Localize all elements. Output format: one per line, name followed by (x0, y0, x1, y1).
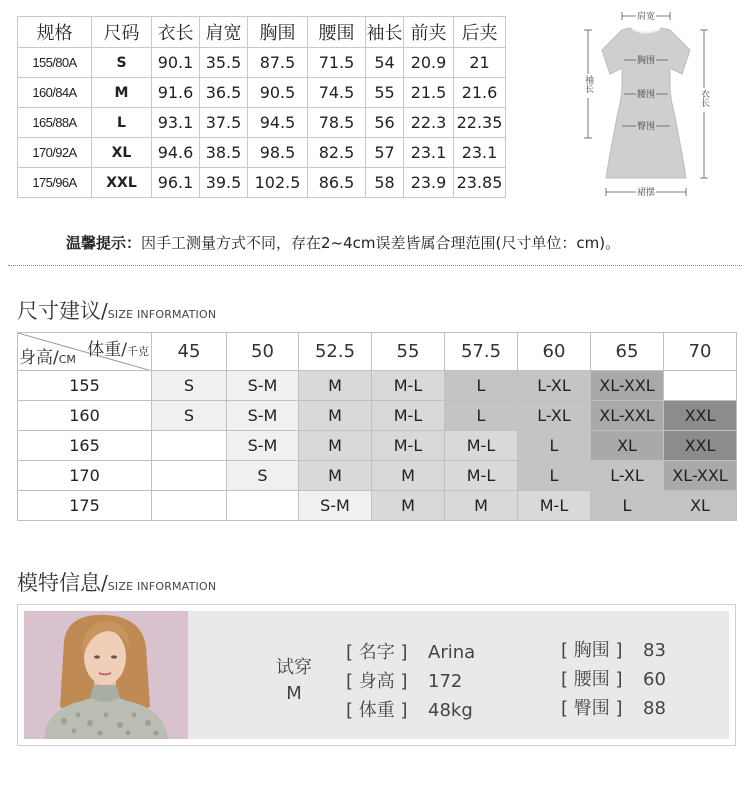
info-value: 48kg (428, 700, 473, 721)
size-cell: M-L (372, 401, 445, 431)
info-value: 172 (428, 671, 463, 692)
table-row (18, 138, 506, 168)
height-cell: 170 (18, 461, 152, 491)
info-label: [ 名字 ] (346, 642, 408, 663)
table-cell: 37.5 (200, 108, 248, 138)
model-info-title (17, 567, 216, 597)
size-cell: M (299, 461, 372, 491)
try-on-label: 试穿 (276, 657, 312, 678)
table-cell: 165/88A (18, 108, 92, 138)
table-cell: 57 (366, 138, 404, 168)
height-axis-label: 身高/CM (19, 348, 76, 368)
length-label: 衣长 (699, 89, 709, 107)
size-cell: L (518, 431, 591, 461)
info-value: 83 (643, 640, 666, 661)
table-row (18, 491, 737, 521)
weight-header: 55 (372, 333, 445, 371)
model-chest-row (561, 636, 666, 662)
section-title-en: SIZE INFORMATION (107, 580, 217, 593)
table-cell: 22.35 (454, 108, 506, 138)
weight-header: 50 (227, 333, 299, 371)
model-name-row (346, 638, 475, 664)
section-title-slash: / (101, 299, 108, 323)
table-cell: 87.5 (248, 48, 308, 78)
try-on-size (272, 655, 316, 707)
size-cell: XXL (664, 431, 737, 461)
header-cell: 袖长 (366, 17, 404, 48)
table-cell: 175/96A (18, 168, 92, 198)
table-row (18, 48, 506, 78)
size-cell: M (299, 401, 372, 431)
table-cell: 91.6 (152, 78, 200, 108)
size-table-header-row (18, 17, 506, 48)
size-cell: L-XL (518, 401, 591, 431)
table-cell: 54 (366, 48, 404, 78)
size-cell: S-M (299, 491, 372, 521)
table-cell: 90.5 (248, 78, 308, 108)
info-value: Arina (428, 642, 476, 663)
size-cell: M-L (372, 431, 445, 461)
weight-header-row (18, 333, 737, 371)
weight-header: 70 (664, 333, 737, 371)
info-value: 88 (643, 698, 666, 719)
table-row (18, 108, 506, 138)
sleeve-label: 袖长 (583, 75, 593, 93)
table-cell: 23.1 (454, 138, 506, 168)
tip-label: 温馨提示： (66, 234, 142, 252)
size-suggestion-title (17, 295, 216, 325)
size-cell: L-XL (591, 461, 664, 491)
size-cell: M (299, 431, 372, 461)
info-value: 60 (643, 669, 666, 690)
size-recommendation-table (17, 332, 737, 521)
height-cell: 175 (18, 491, 152, 521)
table-cell: 74.5 (308, 78, 366, 108)
size-cell: M-L (445, 461, 518, 491)
table-cell: 102.5 (248, 168, 308, 198)
header-cell: 胸围 (248, 17, 308, 48)
weight-axis-label: 体重/千克 (87, 340, 149, 360)
table-cell: XL (92, 138, 152, 168)
model-hip-row (561, 694, 666, 720)
table-cell: 155/80A (18, 48, 92, 78)
table-cell: 20.9 (404, 48, 454, 78)
table-cell: 22.3 (404, 108, 454, 138)
table-cell: 94.5 (248, 108, 308, 138)
size-cell: L (591, 491, 664, 521)
info-label: [ 胸围 ] (561, 640, 623, 661)
size-cell: M-L (518, 491, 591, 521)
size-cell: XXL (664, 401, 737, 431)
size-cell: XL-XXL (591, 371, 664, 401)
header-cell: 腰围 (308, 17, 366, 48)
table-cell: 38.5 (200, 138, 248, 168)
header-cell: 尺码 (92, 17, 152, 48)
waist-label: 腰围 (636, 90, 656, 100)
size-cell: S-M (227, 401, 299, 431)
table-row (18, 431, 737, 461)
size-cell: L (518, 461, 591, 491)
table-cell: 86.5 (308, 168, 366, 198)
size-cell: L-XL (518, 371, 591, 401)
corner-header (18, 333, 152, 371)
model-waist-row (561, 665, 666, 691)
table-cell: 78.5 (308, 108, 366, 138)
table-cell: XXL (92, 168, 152, 198)
size-cell: M (299, 371, 372, 401)
size-cell: XL (591, 431, 664, 461)
height-cell: 165 (18, 431, 152, 461)
table-cell: 170/92A (18, 138, 92, 168)
table-cell: S (92, 48, 152, 78)
table-cell: 82.5 (308, 138, 366, 168)
size-cell (152, 461, 227, 491)
table-cell: 55 (366, 78, 404, 108)
size-cell: XL-XXL (664, 461, 737, 491)
table-cell: M (92, 78, 152, 108)
size-cell (227, 491, 299, 521)
weight-header: 52.5 (299, 333, 372, 371)
size-cell (152, 431, 227, 461)
height-cell: 160 (18, 401, 152, 431)
size-cell: L (445, 401, 518, 431)
size-cell: S-M (227, 371, 299, 401)
table-cell: 23.85 (454, 168, 506, 198)
table-cell: 94.6 (152, 138, 200, 168)
table-cell: 71.5 (308, 48, 366, 78)
table-cell: 160/84A (18, 78, 92, 108)
table-cell: 36.5 (200, 78, 248, 108)
table-row (18, 461, 737, 491)
section-title-cn: 尺寸建议 (17, 299, 101, 323)
size-cell: M (372, 461, 445, 491)
measurement-tip (66, 232, 620, 253)
size-cell: S-M (227, 431, 299, 461)
table-cell: 39.5 (200, 168, 248, 198)
table-cell: 56 (366, 108, 404, 138)
table-cell: 98.5 (248, 138, 308, 168)
size-cell: L (445, 371, 518, 401)
model-photo (24, 611, 188, 739)
size-cell (664, 371, 737, 401)
info-label: [ 腰围 ] (561, 669, 623, 690)
weight-header: 65 (591, 333, 664, 371)
table-row (18, 78, 506, 108)
size-cell: XL-XXL (591, 401, 664, 431)
table-cell: 21.6 (454, 78, 506, 108)
section-title-cn: 模特信息 (17, 571, 101, 595)
size-cell: M-L (372, 371, 445, 401)
table-cell: 21.5 (404, 78, 454, 108)
size-cell: M-L (445, 431, 518, 461)
info-label: [ 臀围 ] (561, 698, 623, 719)
model-portrait (24, 611, 188, 739)
info-label: [ 身高 ] (346, 671, 408, 692)
try-on-value: M (286, 683, 302, 704)
weight-header: 45 (152, 333, 227, 371)
header-cell: 前夹 (404, 17, 454, 48)
size-cell: M (445, 491, 518, 521)
shoulder-label: 肩宽 (636, 12, 656, 22)
dress-measurement-diagram (566, 2, 726, 202)
hem-label: 裙摆 (636, 188, 656, 198)
tip-text: 因手工测量方式不同，存在2~4cm误差皆属合理范围(尺寸单位：cm)。 (141, 234, 621, 252)
section-title-slash: / (101, 571, 108, 595)
table-cell: 21 (454, 48, 506, 78)
size-cell: S (227, 461, 299, 491)
size-cell: XL (664, 491, 737, 521)
table-cell: 90.1 (152, 48, 200, 78)
table-cell: 58 (366, 168, 404, 198)
table-cell: 96.1 (152, 168, 200, 198)
header-cell: 衣长 (152, 17, 200, 48)
size-cell (152, 491, 227, 521)
dotted-divider (8, 265, 742, 266)
dress-outline (602, 28, 690, 178)
table-cell: 23.9 (404, 168, 454, 198)
model-info-card (17, 604, 736, 746)
model-weight-row (346, 696, 473, 722)
size-chart-table (17, 16, 506, 198)
hip-label: 臀围 (636, 122, 656, 132)
table-row (18, 401, 737, 431)
height-cell: 155 (18, 371, 152, 401)
size-cell: S (152, 401, 227, 431)
section-title-en: SIZE INFORMATION (107, 308, 217, 321)
model-info-panel (24, 611, 729, 739)
info-label: [ 体重 ] (346, 700, 408, 721)
size-cell: M (372, 491, 445, 521)
table-cell: 35.5 (200, 48, 248, 78)
header-cell: 后夹 (454, 17, 506, 48)
table-cell: 23.1 (404, 138, 454, 168)
weight-header: 60 (518, 333, 591, 371)
header-cell: 肩宽 (200, 17, 248, 48)
table-cell: L (92, 108, 152, 138)
model-height-row (346, 667, 462, 693)
weight-header: 57.5 (445, 333, 518, 371)
table-cell: 93.1 (152, 108, 200, 138)
chest-label: 胸围 (636, 56, 656, 66)
table-row (18, 371, 737, 401)
table-row (18, 168, 506, 198)
header-cell: 规格 (18, 17, 92, 48)
size-cell: S (152, 371, 227, 401)
